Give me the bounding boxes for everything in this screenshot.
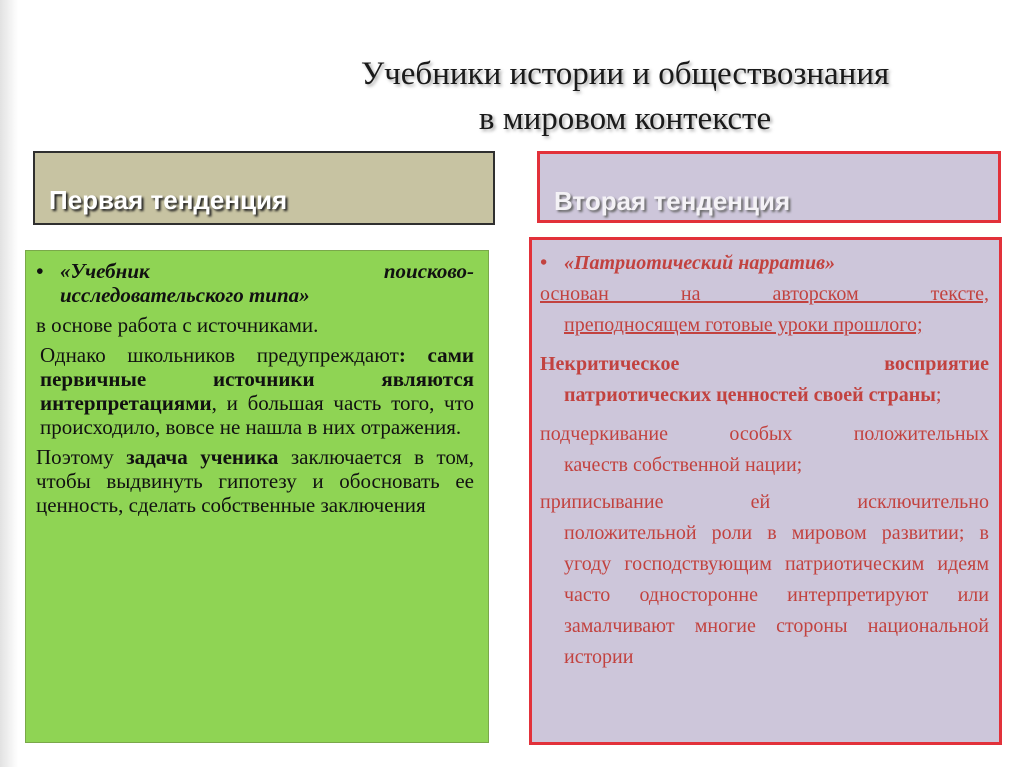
textbook-type-line-1 xyxy=(36,259,474,283)
second-tendency-box xyxy=(529,237,1002,745)
p2-end: ; xyxy=(935,384,942,406)
textbook-type-line-2: исследовательского типа» xyxy=(60,283,310,307)
p4-first-line: приписывание ей исключительно xyxy=(540,491,989,513)
however-text-a: Однако школьников предупреждают xyxy=(40,343,399,367)
p4-rest: положительной роли в мировом развитии; в угоду господствующим патриотическим идеям часто односторонне интерпретируют или замалчивают многие стороны национальной истории xyxy=(564,522,989,668)
however-bold-text: сами первичные источники являются интерпретациями xyxy=(40,343,475,415)
narrative-line xyxy=(540,248,989,279)
p1-first-line: основан на авторском тексте, xyxy=(540,283,989,305)
therefore-paragraph xyxy=(36,445,474,517)
bullet-icon: • xyxy=(540,252,548,274)
p2-bold-text: патриотических ценностей своей страны xyxy=(564,384,936,406)
p2-first-line: Некритическое восприятие xyxy=(540,353,989,375)
title-line-1: Учебники истории и обществознания xyxy=(360,56,890,92)
textbook-type-a: «Учебник xyxy=(60,259,150,283)
p2-rest xyxy=(540,380,989,411)
therefore-text-b: заключается в том, чтобы выдвинуть гипотезу и обосновать ее ценность, сделать собственные заключения xyxy=(36,445,475,517)
second-tendency-header: Вторая тенденция xyxy=(537,151,1001,223)
however-paragraph xyxy=(36,343,474,439)
colon-text: : xyxy=(398,343,406,367)
p3-rest: качеств собственной нации; xyxy=(564,454,803,476)
slide-edge-shadow xyxy=(0,0,18,767)
task-bold-text: задача ученика xyxy=(126,445,279,469)
however-text-b: , и большая часть того, что происходило, вовсе не нашла в них отражения. xyxy=(40,391,474,439)
first-tendency-header: Первая тенденция xyxy=(33,151,495,225)
narrative-text: «Патриотический нарратив» xyxy=(564,252,836,274)
page-title xyxy=(230,52,1020,142)
therefore-text: Поэтому xyxy=(36,445,114,469)
p3-first-line: подчеркивание особых положительных xyxy=(540,423,989,445)
basis-text: в основе работа с источниками. xyxy=(36,313,319,337)
bullet-icon: • xyxy=(36,259,44,283)
title-line-2: в мировом контексте xyxy=(478,101,772,137)
first-tendency-box xyxy=(25,250,489,743)
p1-rest: преподносящем готовые уроки прошлого; xyxy=(564,314,923,336)
textbook-type-b: поисково- xyxy=(383,259,474,283)
